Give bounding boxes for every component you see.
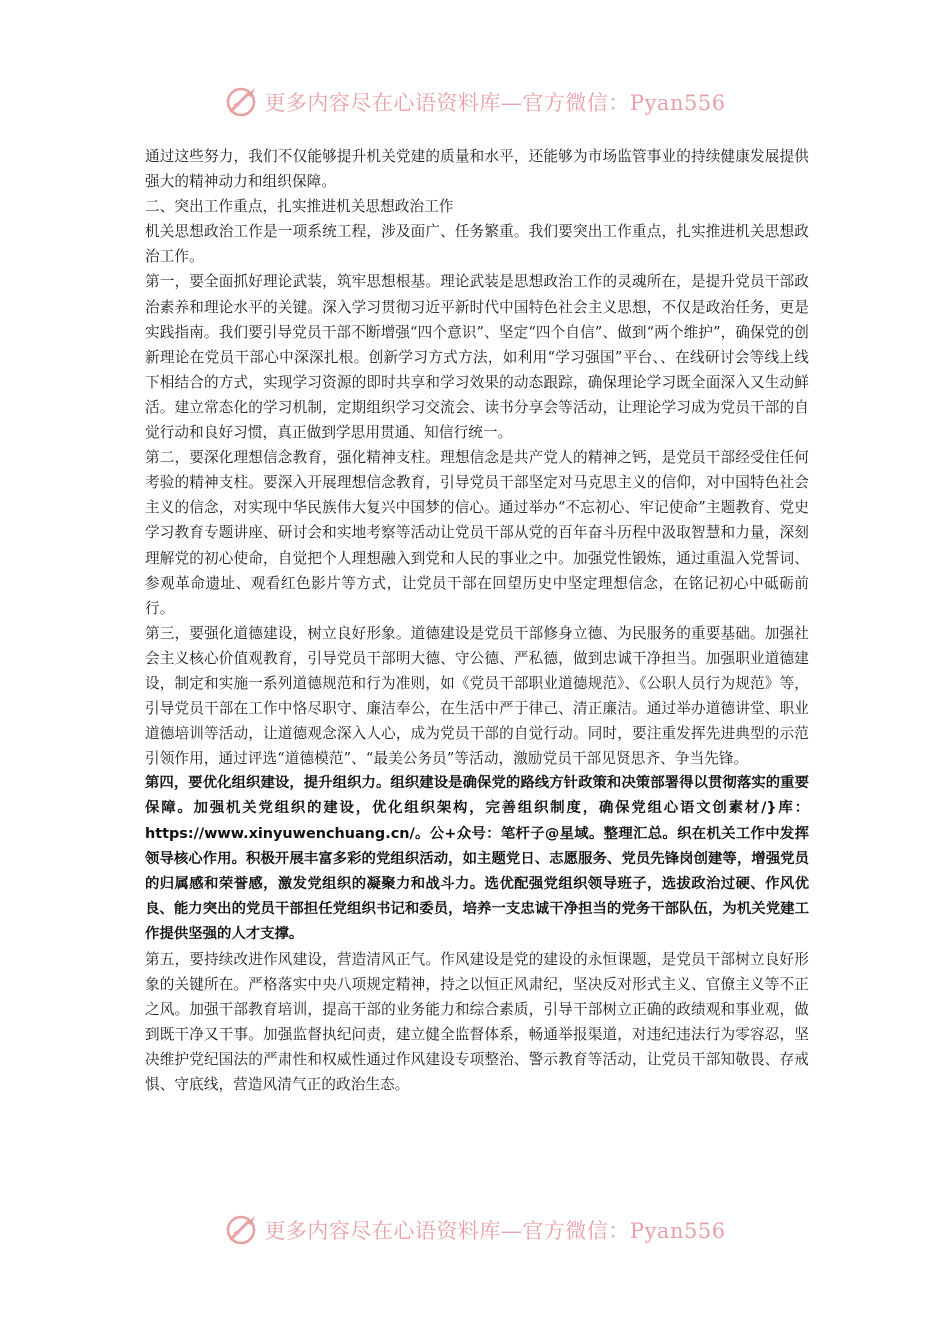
watermark-text: 更多内容尽在心语资料库—官方微信：Pyan556 [264,1219,726,1243]
paragraph-point-2: 第二，要深化理想信念教育，强化精神支柱。理想信念是共产党人的精神之钙，是党员干部经受住任何考验的精神支柱。要深入开展理想信念教育，引导党员干部坚定对马克思主义的信仰，对中国特色社会主义的信念，对实现中华民族伟大复兴中国梦的信心。通过举办“不忘初心、牢记使命”主题教育、党史学习教育专题讲座、研讨会和实地考察等活动让党员干部从党的百年奋斗历程中汲取智慧和力量，深刻理解党的初心使命，自觉把个人理想融入到党和人民的事业之中。加强党性锻炼，通过重温入党誓词、参观革命遗址、观看红色影片等方式，让党员干部在回望历史中坚定理想信念，在铭记初心中砥砺前行。 [145,449,809,617]
paragraph-point-1: 第一，要全面抓好理论武装，筑牢思想根基。理论武装是思想政治工作的灵魂所在，是提升党员干部政治素养和理论水平的关键。深入学习贯彻习近平新时代中国特色社会主义思想，不仅是政治任务，更是实践指南。我们要引导党员干部不断增强“四个意识”、坚定“四个自信”、做到“两个维护”，确保党的创新理论在党员干部心中深深扎根。创新学习方式方法，如利用“学习强国”平台、、在线研讨会等线上线下相结合的方式，实现学习资源的即时共享和学习效果的动态跟踪，确保理论学习既全面深入又生动鲜活。建立常态化的学习机制，定期组织学习交流会、读书分享会等活动，让理论学习成为党员干部的自觉行动和良好习惯，真正做到学思用贯通、知信行统一。 [145,273,809,442]
paragraph-point-4-bold: 第四，要优化组织建设，提升组织力。组织建设是确保党的路线方针政策和决策部署得以贯彻落实的重要保障。加强机关党组织的建设，优化组织架构，完善组织制度，确保党组心语文创素材/}库：https://www.xinyuwenchuang.cn/。公+众号：笔杆子@星域。整理汇总。织在机关工作中发挥领导核心作用。积极开展丰富多彩的党组织活动，如主题党日、志愿服务、党员先锋岗创建等，增强党员的归属感和荣誉感，激发党组织的凝聚力和战斗力。选优配强党组织领导班子，选拔政治过硬、作风优良、能力突出的党员干部担任党组织书记和委员，培养一支忠诚干净担当的党务干部队伍，为机关党建工作提供坚强的人才支撑。 [145,775,809,942]
document-body [145,144,809,1098]
brush-logo-icon [224,84,260,120]
paragraph-intro-conclusion: 通过这些努力，我们不仅能够提升机关党建的质量和水平，还能够为市场监管事业的持续健康发展提供强大的精神动力和组织保障。 [145,148,809,191]
footer-watermark-banner [0,1210,950,1250]
paragraph-section-intro: 机关思想政治工作是一项系统工程，涉及面广、任务繁重。我们要突出工作重点，扎实推进机关思想政治工作。 [145,223,809,266]
paragraph-point-3: 第三，要强化道德建设，树立良好形象。道德建设是党员干部修身立德、为民服务的重要基础。加强社会主义核心价值观教育，引导党员干部明大德、守公德、严私德，做到忠诚干净担当。加强职业道德建设，制定和实施一系列道德规范和行为准则，如《党员干部职业道德规范》、《公职人员行为规范》等，引导党员干部在工作中恪尽职守、廉洁奉公，在生活中严于律己、清正廉洁。通过举办道德讲堂、职业道德培训等活动，让道德观念深入人心，成为党员干部的自觉行动。同时，要注重发挥先进典型的示范引领作用，通过评选“道德模范”、“最美公务员”等活动，激励党员干部见贤思齐、争当先锋。 [145,624,809,768]
section-heading-2: 二、突出工作重点，扎实推进机关思想政治工作 [145,198,454,216]
brush-logo-icon [224,1212,260,1248]
paragraph-point-5: 第五，要持续改进作风建设，营造清风正气。作风建设是党的建设的永恒课题，是党员干部树立良好形象的关键所在。严格落实中央八项规定精神，持之以恒正风肃纪，坚决反对形式主义、官僚主义等不正之风。加强干部教育培训，提高干部的业务能力和综合素质，引导干部树立正确的政绩观和事业观，做到既干净又干事。加强监督执纪问责，建立健全监督体系，畅通举报渠道，对违纪违法行为零容忍，坚决维护党纪国法的严肃性和权威性通过作风建设专项整治、警示教育等活动，让党员干部知敬畏、存戒惧、守底线，营造风清气正的政治生态。 [145,951,809,1094]
header-watermark-banner [0,82,950,122]
watermark-text: 更多内容尽在心语资料库—官方微信：Pyan556 [264,91,726,115]
